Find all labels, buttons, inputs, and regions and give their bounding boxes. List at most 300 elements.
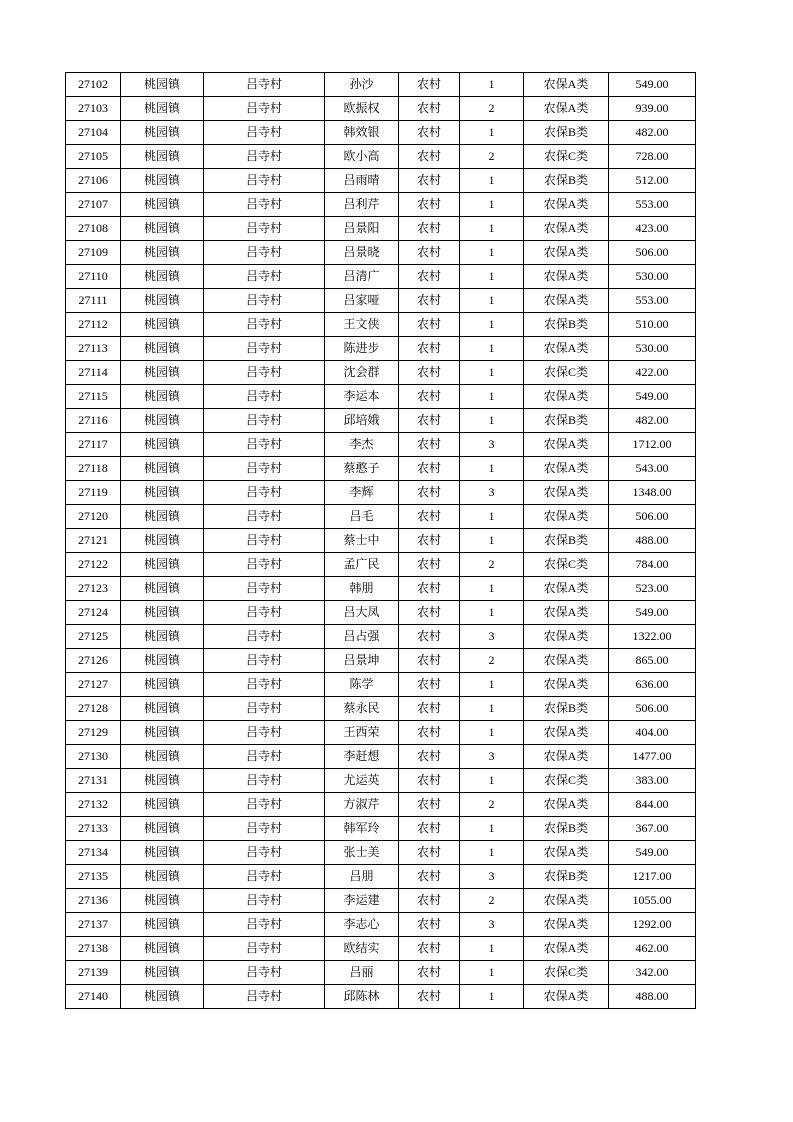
cell-amount: 1348.00 [609,481,696,505]
cell-village: 吕寺村 [204,385,325,409]
cell-name: 吕占强 [325,625,399,649]
cell-id: 27114 [66,361,121,385]
cell-village: 吕寺村 [204,577,325,601]
cell-category: 农保A类 [524,241,609,265]
cell-amount: 1477.00 [609,745,696,769]
cell-category: 农保A类 [524,457,609,481]
table-row [66,745,696,769]
cell-town: 桃园镇 [121,889,204,913]
table-row [66,913,696,937]
cell-id: 27109 [66,241,121,265]
cell-count: 1 [460,505,524,529]
cell-amount: 482.00 [609,409,696,433]
cell-count: 1 [460,577,524,601]
cell-category: 农保B类 [524,697,609,721]
cell-town: 桃园镇 [121,241,204,265]
cell-type: 农村 [399,721,460,745]
cell-category: 农保C类 [524,769,609,793]
cell-type: 农村 [399,433,460,457]
cell-count: 1 [460,73,524,97]
cell-name: 方淑芹 [325,793,399,817]
cell-id: 27139 [66,961,121,985]
cell-count: 1 [460,193,524,217]
cell-id: 27119 [66,481,121,505]
cell-id: 27122 [66,553,121,577]
cell-id: 27115 [66,385,121,409]
cell-amount: 728.00 [609,145,696,169]
cell-type: 农村 [399,241,460,265]
cell-town: 桃园镇 [121,865,204,889]
cell-name: 李志心 [325,913,399,937]
table-row [66,649,696,673]
cell-village: 吕寺村 [204,457,325,481]
table-row [66,697,696,721]
table-row [66,577,696,601]
cell-name: 欧振权 [325,97,399,121]
cell-count: 2 [460,145,524,169]
cell-id: 27137 [66,913,121,937]
cell-id: 27111 [66,289,121,313]
cell-village: 吕寺村 [204,553,325,577]
cell-category: 农保A类 [524,385,609,409]
cell-id: 27108 [66,217,121,241]
cell-village: 吕寺村 [204,97,325,121]
cell-count: 1 [460,457,524,481]
cell-name: 吕毛 [325,505,399,529]
cell-type: 农村 [399,169,460,193]
table-row [66,97,696,121]
cell-town: 桃园镇 [121,673,204,697]
cell-category: 农保A类 [524,793,609,817]
cell-town: 桃园镇 [121,169,204,193]
cell-type: 农村 [399,553,460,577]
cell-amount: 506.00 [609,697,696,721]
cell-amount: 939.00 [609,97,696,121]
cell-id: 27130 [66,745,121,769]
table-row [66,145,696,169]
table-row [66,601,696,625]
cell-town: 桃园镇 [121,625,204,649]
cell-type: 农村 [399,97,460,121]
cell-count: 3 [460,625,524,649]
cell-village: 吕寺村 [204,649,325,673]
cell-village: 吕寺村 [204,937,325,961]
cell-type: 农村 [399,121,460,145]
cell-name: 王西荣 [325,721,399,745]
cell-amount: 1217.00 [609,865,696,889]
cell-type: 农村 [399,673,460,697]
table-row [66,961,696,985]
cell-id: 27140 [66,985,121,1009]
cell-name: 孙沙 [325,73,399,97]
table-row [66,121,696,145]
cell-category: 农保A类 [524,649,609,673]
cell-town: 桃园镇 [121,481,204,505]
cell-amount: 1322.00 [609,625,696,649]
cell-category: 农保C类 [524,145,609,169]
cell-count: 1 [460,937,524,961]
cell-category: 农保A类 [524,73,609,97]
cell-town: 桃园镇 [121,337,204,361]
cell-category: 农保A类 [524,481,609,505]
cell-amount: 1055.00 [609,889,696,913]
cell-village: 吕寺村 [204,913,325,937]
table-row [66,793,696,817]
cell-amount: 1712.00 [609,433,696,457]
cell-village: 吕寺村 [204,841,325,865]
cell-count: 1 [460,697,524,721]
table-row [66,409,696,433]
cell-type: 农村 [399,385,460,409]
table-row [66,433,696,457]
cell-id: 27125 [66,625,121,649]
cell-category: 农保C类 [524,361,609,385]
table-row [66,865,696,889]
cell-name: 韩军玲 [325,817,399,841]
cell-name: 欧结实 [325,937,399,961]
cell-town: 桃园镇 [121,769,204,793]
cell-town: 桃园镇 [121,553,204,577]
cell-village: 吕寺村 [204,121,325,145]
cell-name: 蔡憨子 [325,457,399,481]
cell-amount: 488.00 [609,529,696,553]
cell-type: 农村 [399,625,460,649]
cell-name: 李运建 [325,889,399,913]
table-row [66,841,696,865]
cell-type: 农村 [399,457,460,481]
cell-id: 27133 [66,817,121,841]
cell-amount: 549.00 [609,73,696,97]
cell-amount: 512.00 [609,169,696,193]
cell-amount: 342.00 [609,961,696,985]
cell-town: 桃园镇 [121,817,204,841]
cell-type: 农村 [399,697,460,721]
table-row [66,529,696,553]
cell-village: 吕寺村 [204,865,325,889]
cell-count: 1 [460,313,524,337]
cell-amount: 462.00 [609,937,696,961]
table-row [66,169,696,193]
cell-id: 27117 [66,433,121,457]
cell-name: 蔡永民 [325,697,399,721]
cell-id: 27104 [66,121,121,145]
cell-village: 吕寺村 [204,721,325,745]
cell-type: 农村 [399,73,460,97]
cell-count: 1 [460,673,524,697]
cell-count: 1 [460,169,524,193]
cell-village: 吕寺村 [204,505,325,529]
cell-town: 桃园镇 [121,505,204,529]
cell-type: 农村 [399,985,460,1009]
cell-town: 桃园镇 [121,289,204,313]
cell-id: 27107 [66,193,121,217]
cell-town: 桃园镇 [121,721,204,745]
cell-name: 吕家哑 [325,289,399,313]
cell-town: 桃园镇 [121,193,204,217]
cell-name: 韩朋 [325,577,399,601]
cell-count: 1 [460,961,524,985]
table-row [66,313,696,337]
cell-count: 2 [460,97,524,121]
table-row [66,289,696,313]
cell-type: 农村 [399,361,460,385]
cell-type: 农村 [399,409,460,433]
cell-town: 桃园镇 [121,361,204,385]
cell-count: 2 [460,889,524,913]
cell-village: 吕寺村 [204,961,325,985]
cell-name: 邱培娥 [325,409,399,433]
cell-type: 农村 [399,769,460,793]
cell-village: 吕寺村 [204,697,325,721]
cell-town: 桃园镇 [121,433,204,457]
cell-amount: 865.00 [609,649,696,673]
cell-category: 农保A类 [524,601,609,625]
cell-category: 农保A类 [524,193,609,217]
cell-village: 吕寺村 [204,769,325,793]
cell-type: 农村 [399,841,460,865]
cell-id: 27112 [66,313,121,337]
cell-count: 1 [460,601,524,625]
cell-category: 农保A类 [524,505,609,529]
cell-amount: 488.00 [609,985,696,1009]
cell-category: 农保A类 [524,625,609,649]
cell-count: 2 [460,793,524,817]
cell-id: 27103 [66,97,121,121]
cell-count: 1 [460,241,524,265]
cell-category: 农保A类 [524,841,609,865]
table-row [66,217,696,241]
cell-name: 吕雨晴 [325,169,399,193]
cell-id: 27120 [66,505,121,529]
cell-count: 1 [460,409,524,433]
cell-type: 农村 [399,313,460,337]
cell-id: 27124 [66,601,121,625]
cell-name: 吕丽 [325,961,399,985]
cell-type: 农村 [399,193,460,217]
cell-town: 桃园镇 [121,937,204,961]
cell-id: 27129 [66,721,121,745]
cell-town: 桃园镇 [121,265,204,289]
cell-count: 1 [460,529,524,553]
cell-name: 王文侠 [325,313,399,337]
cell-id: 27121 [66,529,121,553]
cell-village: 吕寺村 [204,817,325,841]
cell-village: 吕寺村 [204,361,325,385]
cell-village: 吕寺村 [204,145,325,169]
cell-count: 1 [460,721,524,745]
cell-name: 李辉 [325,481,399,505]
cell-category: 农保A类 [524,97,609,121]
cell-town: 桃园镇 [121,793,204,817]
cell-category: 农保A类 [524,673,609,697]
table-row [66,361,696,385]
cell-town: 桃园镇 [121,121,204,145]
cell-village: 吕寺村 [204,745,325,769]
cell-category: 农保B类 [524,529,609,553]
cell-category: 农保B类 [524,169,609,193]
cell-name: 蔡士中 [325,529,399,553]
cell-village: 吕寺村 [204,433,325,457]
cell-amount: 506.00 [609,505,696,529]
cell-name: 吕景坤 [325,649,399,673]
cell-name: 沈会群 [325,361,399,385]
cell-name: 李杰 [325,433,399,457]
cell-count: 1 [460,289,524,313]
cell-amount: 844.00 [609,793,696,817]
cell-id: 27128 [66,697,121,721]
cell-amount: 549.00 [609,841,696,865]
table-row [66,721,696,745]
cell-town: 桃园镇 [121,409,204,433]
cell-type: 农村 [399,481,460,505]
records-table [65,72,696,1009]
table-row [66,937,696,961]
cell-village: 吕寺村 [204,289,325,313]
cell-category: 农保B类 [524,865,609,889]
cell-amount: 549.00 [609,601,696,625]
cell-amount: 553.00 [609,193,696,217]
cell-village: 吕寺村 [204,625,325,649]
cell-id: 27134 [66,841,121,865]
cell-count: 1 [460,817,524,841]
cell-name: 邱陈林 [325,985,399,1009]
cell-village: 吕寺村 [204,73,325,97]
cell-town: 桃园镇 [121,217,204,241]
cell-village: 吕寺村 [204,337,325,361]
cell-name: 陈学 [325,673,399,697]
cell-village: 吕寺村 [204,241,325,265]
cell-village: 吕寺村 [204,985,325,1009]
cell-count: 1 [460,385,524,409]
cell-name: 李运本 [325,385,399,409]
cell-amount: 423.00 [609,217,696,241]
cell-count: 3 [460,481,524,505]
cell-amount: 422.00 [609,361,696,385]
cell-amount: 543.00 [609,457,696,481]
table-row [66,457,696,481]
cell-category: 农保B类 [524,817,609,841]
table-row [66,673,696,697]
records-table-body [66,73,696,1009]
cell-amount: 636.00 [609,673,696,697]
cell-amount: 482.00 [609,121,696,145]
cell-town: 桃园镇 [121,577,204,601]
cell-count: 3 [460,433,524,457]
cell-category: 农保B类 [524,409,609,433]
cell-category: 农保A类 [524,985,609,1009]
cell-name: 吕朋 [325,865,399,889]
cell-amount: 506.00 [609,241,696,265]
cell-town: 桃园镇 [121,457,204,481]
cell-type: 农村 [399,793,460,817]
cell-amount: 553.00 [609,289,696,313]
cell-name: 尤运英 [325,769,399,793]
table-row [66,337,696,361]
cell-town: 桃园镇 [121,73,204,97]
cell-type: 农村 [399,529,460,553]
cell-name: 张士美 [325,841,399,865]
cell-count: 1 [460,121,524,145]
cell-type: 农村 [399,865,460,889]
cell-village: 吕寺村 [204,673,325,697]
cell-amount: 367.00 [609,817,696,841]
cell-id: 27110 [66,265,121,289]
cell-category: 农保C类 [524,553,609,577]
cell-id: 27131 [66,769,121,793]
table-row [66,817,696,841]
cell-name: 吕景晓 [325,241,399,265]
table-row [66,985,696,1009]
cell-category: 农保C类 [524,961,609,985]
cell-count: 1 [460,265,524,289]
cell-name: 吕大凤 [325,601,399,625]
cell-village: 吕寺村 [204,265,325,289]
cell-town: 桃园镇 [121,841,204,865]
cell-id: 27138 [66,937,121,961]
table-row [66,553,696,577]
cell-name: 李赶想 [325,745,399,769]
cell-name: 吕清广 [325,265,399,289]
cell-amount: 784.00 [609,553,696,577]
cell-type: 农村 [399,649,460,673]
cell-category: 农保A类 [524,265,609,289]
cell-category: 农保A类 [524,217,609,241]
cell-village: 吕寺村 [204,481,325,505]
cell-town: 桃园镇 [121,745,204,769]
cell-town: 桃园镇 [121,145,204,169]
cell-id: 27102 [66,73,121,97]
cell-village: 吕寺村 [204,889,325,913]
cell-type: 农村 [399,289,460,313]
cell-village: 吕寺村 [204,169,325,193]
cell-category: 农保B类 [524,313,609,337]
cell-count: 3 [460,913,524,937]
cell-village: 吕寺村 [204,793,325,817]
cell-town: 桃园镇 [121,529,204,553]
cell-count: 1 [460,217,524,241]
cell-id: 27123 [66,577,121,601]
cell-id: 27135 [66,865,121,889]
cell-category: 农保A类 [524,721,609,745]
cell-count: 1 [460,985,524,1009]
cell-category: 农保A类 [524,913,609,937]
cell-name: 欧小高 [325,145,399,169]
cell-count: 1 [460,841,524,865]
table-row [66,241,696,265]
table-row [66,889,696,913]
cell-village: 吕寺村 [204,313,325,337]
cell-name: 孟广民 [325,553,399,577]
cell-category: 农保A类 [524,889,609,913]
cell-amount: 549.00 [609,385,696,409]
cell-category: 农保A类 [524,337,609,361]
table-row [66,265,696,289]
cell-type: 农村 [399,601,460,625]
cell-amount: 510.00 [609,313,696,337]
cell-id: 27136 [66,889,121,913]
cell-category: 农保B类 [524,121,609,145]
cell-count: 2 [460,649,524,673]
cell-count: 1 [460,337,524,361]
table-row [66,385,696,409]
cell-amount: 530.00 [609,337,696,361]
cell-town: 桃园镇 [121,601,204,625]
table-row [66,481,696,505]
cell-count: 2 [460,553,524,577]
cell-category: 农保A类 [524,289,609,313]
cell-type: 农村 [399,145,460,169]
cell-id: 27113 [66,337,121,361]
